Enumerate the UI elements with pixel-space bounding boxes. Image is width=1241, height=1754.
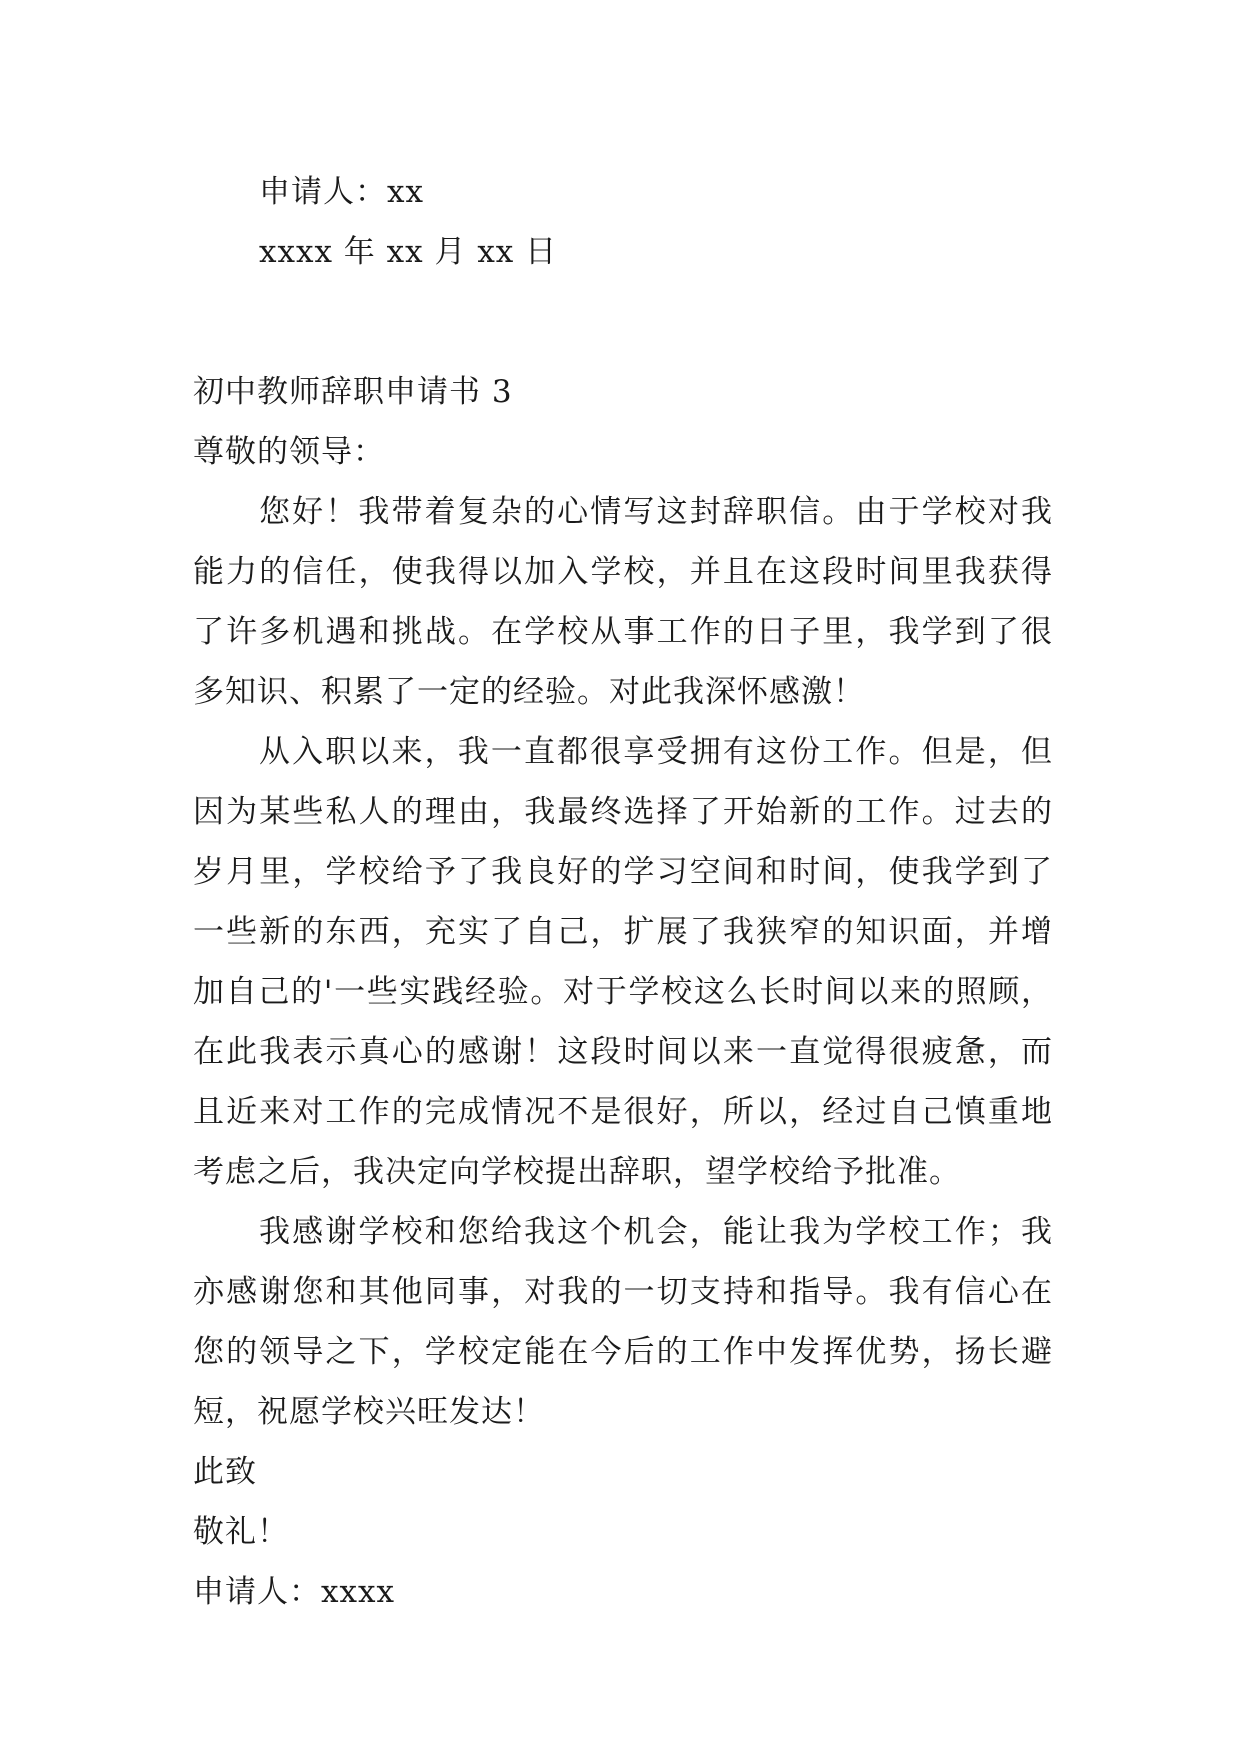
- document-content: [193, 162, 1053, 1622]
- top-applicant-line: 申请人：xx: [259, 174, 424, 210]
- paragraph-2: 从入职以来，我一直都很享受拥有这份工作。但是，但因为某些私人的理由，我最终选择了开始新的工作。过去的岁月里，学校给予了我良好的学习空间和时间，使我学到了一些新的东西，充实了自己，扩展了我狭窄的知识面，并增加自己的'一些实践经验。对于学校这么长时间以来的照顾，在此我表示真心的感谢！这段时间以来一直觉得很疲惫，而且近来对工作的完成情况不是很好，所以，经过自己慎重地考虑之后，我决定向学校提出辞职，望学校给予批准。: [193, 734, 1053, 1190]
- top-date-line: xxxx 年 xx 月 xx 日: [259, 234, 558, 270]
- paragraph-1: 您好！我带着复杂的心情写这封辞职信。由于学校对我能力的信任，使我得以加入学校，并且在这段时间里我获得了许多机遇和挑战。在学校从事工作的日子里，我学到了很多知识、积累了一定的经验。对此我深怀感激！: [193, 494, 1053, 710]
- letter-title: 初中教师辞职申请书 3: [193, 374, 513, 410]
- paragraph-3: 我感谢学校和您给我这个机会，能让我为学校工作；我亦感谢您和其他同事，对我的一切支持和指导。我有信心在您的领导之下，学校定能在今后的工作中发挥优势，扬长避短，祝愿学校兴旺发达！: [193, 1214, 1053, 1430]
- salutation: 尊敬的领导：: [193, 434, 385, 470]
- closing-jingli: 敬礼！: [193, 1514, 289, 1550]
- closing-zhici: 此致: [193, 1454, 257, 1490]
- bottom-applicant-line: 申请人：xxxx: [193, 1574, 395, 1610]
